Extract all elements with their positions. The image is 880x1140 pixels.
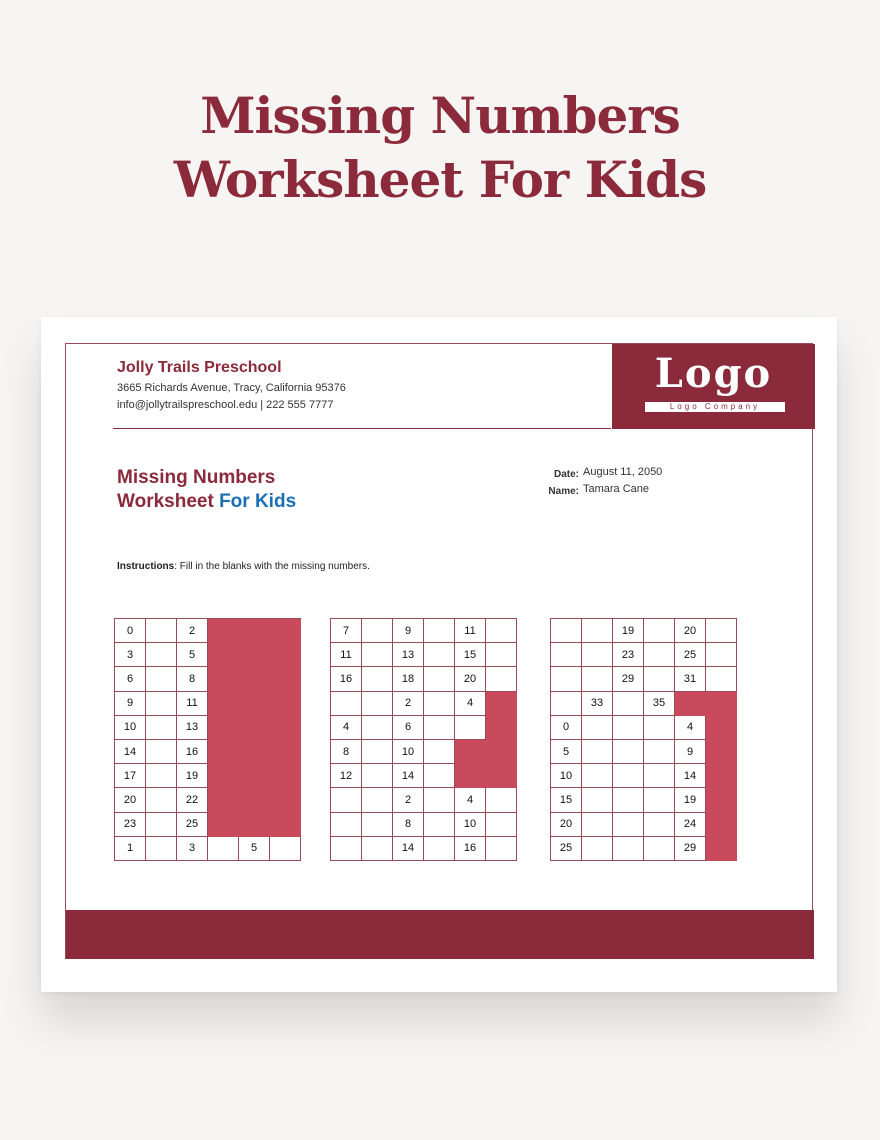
blank-cell[interactable]: [362, 740, 393, 764]
shaded-cell: [208, 788, 239, 812]
blank-cell[interactable]: [551, 667, 582, 691]
blank-cell[interactable]: [551, 643, 582, 667]
number-cell: 20: [455, 667, 486, 691]
number-cell: 7: [331, 619, 362, 643]
instructions-label: Instructions: [117, 561, 175, 572]
number-cell: 5: [551, 740, 582, 764]
date-value: August 11, 2050: [583, 466, 663, 478]
date-label: Date:: [553, 469, 579, 480]
number-cell: 23: [613, 643, 644, 667]
shaded-cell: [239, 692, 270, 716]
logo-text: Logo: [654, 350, 773, 397]
shaded-cell: [239, 788, 270, 812]
number-cell: 20: [115, 788, 146, 812]
shaded-cell: [239, 764, 270, 788]
number-cell: 10: [393, 740, 424, 764]
number-cell: 0: [551, 716, 582, 740]
page-heading: [0, 84, 880, 212]
number-cell: 24: [675, 813, 706, 837]
shaded-cell: [675, 692, 706, 716]
blank-cell[interactable]: [551, 619, 582, 643]
number-cell: 4: [455, 788, 486, 812]
number-grid-2: [330, 618, 517, 861]
blank-cell[interactable]: [582, 619, 613, 643]
shaded-cell: [239, 813, 270, 837]
number-cell: 16: [331, 667, 362, 691]
blank-cell[interactable]: [644, 667, 675, 691]
number-cell: 25: [675, 643, 706, 667]
worksheet-title-highlight: For Kids: [219, 491, 297, 512]
shaded-cell: [270, 813, 301, 837]
number-cell: 9: [393, 619, 424, 643]
number-cell: 1: [115, 837, 146, 861]
number-cell: 29: [613, 667, 644, 691]
number-grid-1: [114, 618, 301, 861]
page-heading-line1: Missing Numbers: [200, 86, 680, 145]
blank-cell[interactable]: [486, 837, 517, 861]
shaded-cell: [270, 764, 301, 788]
blank-cell[interactable]: [582, 667, 613, 691]
number-cell: 11: [331, 643, 362, 667]
school-name: Jolly Trails Preschool: [117, 359, 282, 376]
worksheet-title-line2: [117, 490, 296, 514]
shaded-cell: [270, 667, 301, 691]
number-cell: 10: [551, 764, 582, 788]
blank-cell[interactable]: [582, 837, 613, 861]
blank-cell[interactable]: [582, 764, 613, 788]
shaded-cell: [270, 740, 301, 764]
blank-cell[interactable]: [146, 643, 177, 667]
instructions-text: : Fill in the blanks with the missing numbers.: [174, 561, 370, 572]
number-cell: 5: [177, 643, 208, 667]
number-cell: 19: [613, 619, 644, 643]
number-cell: 35: [644, 692, 675, 716]
blank-cell[interactable]: [551, 692, 582, 716]
blank-cell[interactable]: [644, 837, 675, 861]
worksheet-title-word: Worksheet: [117, 491, 214, 512]
blank-cell[interactable]: [362, 837, 393, 861]
shaded-cell: [239, 740, 270, 764]
shaded-cell: [270, 643, 301, 667]
number-cell: 16: [455, 837, 486, 861]
number-cell: 25: [551, 837, 582, 861]
blank-cell[interactable]: [644, 619, 675, 643]
blank-cell[interactable]: [582, 716, 613, 740]
number-cell: 20: [675, 619, 706, 643]
blank-cell[interactable]: [486, 619, 517, 643]
number-cell: 9: [115, 692, 146, 716]
footer-band: [66, 910, 814, 959]
shaded-cell: [208, 740, 239, 764]
blank-cell[interactable]: [424, 813, 455, 837]
blank-cell[interactable]: [582, 813, 613, 837]
blank-cell[interactable]: [146, 837, 177, 861]
number-cell: 19: [675, 788, 706, 812]
shaded-cell: [706, 788, 737, 812]
number-cell: 8: [177, 667, 208, 691]
shaded-cell: [208, 643, 239, 667]
number-cell: 4: [455, 692, 486, 716]
number-cell: 33: [582, 692, 613, 716]
shaded-cell: [208, 813, 239, 837]
blank-cell[interactable]: [146, 692, 177, 716]
blank-cell[interactable]: [362, 619, 393, 643]
blank-cell[interactable]: [424, 667, 455, 691]
number-cell: 8: [393, 813, 424, 837]
shaded-cell: [208, 764, 239, 788]
name-value: Tamara Cane: [583, 483, 650, 495]
blank-cell[interactable]: [613, 692, 644, 716]
blank-cell[interactable]: [582, 788, 613, 812]
shaded-cell: [208, 619, 239, 643]
header-divider: [113, 428, 611, 429]
blank-cell[interactable]: [331, 788, 362, 812]
shaded-cell: [706, 692, 737, 716]
number-cell: 23: [115, 813, 146, 837]
number-cell: 2: [393, 788, 424, 812]
shaded-cell: [706, 716, 737, 740]
number-cell: 11: [177, 692, 208, 716]
blank-cell[interactable]: [613, 788, 644, 812]
shaded-cell: [270, 692, 301, 716]
shaded-cell: [239, 643, 270, 667]
blank-cell[interactable]: [362, 643, 393, 667]
blank-cell[interactable]: [270, 837, 301, 861]
blank-cell[interactable]: [424, 740, 455, 764]
number-cell: 17: [115, 764, 146, 788]
shaded-cell: [239, 619, 270, 643]
shaded-cell: [455, 764, 486, 788]
blank-cell[interactable]: [362, 764, 393, 788]
number-cell: 0: [115, 619, 146, 643]
number-cell: 19: [177, 764, 208, 788]
name-label: Name:: [548, 486, 579, 497]
shaded-cell: [706, 813, 737, 837]
blank-cell[interactable]: [362, 692, 393, 716]
number-cell: 4: [331, 716, 362, 740]
number-cell: 31: [675, 667, 706, 691]
blank-cell[interactable]: [424, 643, 455, 667]
blank-cell[interactable]: [613, 813, 644, 837]
shaded-cell: [486, 692, 517, 716]
worksheet-frame: [65, 343, 813, 959]
number-grid-3: [550, 618, 737, 861]
shaded-cell: [706, 740, 737, 764]
shaded-cell: [208, 716, 239, 740]
blank-cell[interactable]: [486, 813, 517, 837]
number-cell: 18: [393, 667, 424, 691]
blank-cell[interactable]: [644, 643, 675, 667]
shaded-cell: [270, 716, 301, 740]
logo: [612, 344, 815, 429]
blank-cell[interactable]: [613, 764, 644, 788]
worksheet-title-line1: Missing Numbers: [117, 467, 276, 488]
shaded-cell: [270, 788, 301, 812]
blank-cell[interactable]: [146, 813, 177, 837]
worksheet-title: [117, 466, 296, 514]
blank-cell[interactable]: [331, 692, 362, 716]
number-cell: 14: [393, 837, 424, 861]
shaded-cell: [239, 667, 270, 691]
number-cell: 25: [177, 813, 208, 837]
number-cell: 14: [675, 764, 706, 788]
shaded-cell: [208, 692, 239, 716]
blank-cell[interactable]: [644, 716, 675, 740]
number-cell: 29: [675, 837, 706, 861]
blank-cell[interactable]: [424, 716, 455, 740]
number-cell: 20: [551, 813, 582, 837]
blank-cell[interactable]: [424, 692, 455, 716]
blank-cell[interactable]: [146, 788, 177, 812]
shaded-cell: [239, 716, 270, 740]
blank-cell[interactable]: [362, 667, 393, 691]
blank-cell[interactable]: [146, 619, 177, 643]
blank-cell[interactable]: [644, 740, 675, 764]
number-cell: 15: [551, 788, 582, 812]
number-cell: 10: [455, 813, 486, 837]
blank-cell[interactable]: [644, 813, 675, 837]
blank-cell[interactable]: [331, 837, 362, 861]
blank-cell[interactable]: [424, 788, 455, 812]
blank-cell[interactable]: [362, 813, 393, 837]
blank-cell[interactable]: [146, 667, 177, 691]
blank-cell[interactable]: [362, 788, 393, 812]
blank-cell[interactable]: [706, 643, 737, 667]
blank-cell[interactable]: [486, 667, 517, 691]
number-cell: 11: [455, 619, 486, 643]
shaded-cell: [208, 667, 239, 691]
page-heading-line2: Worksheet For Kids: [173, 150, 707, 209]
number-cell: 12: [331, 764, 362, 788]
blank-cell[interactable]: [613, 837, 644, 861]
blank-cell[interactable]: [582, 643, 613, 667]
blank-cell[interactable]: [613, 740, 644, 764]
blank-cell[interactable]: [486, 643, 517, 667]
blank-cell[interactable]: [706, 619, 737, 643]
number-cell: 13: [393, 643, 424, 667]
shaded-cell: [706, 764, 737, 788]
blank-cell[interactable]: [362, 716, 393, 740]
shaded-cell: [455, 740, 486, 764]
number-cell: 6: [393, 716, 424, 740]
number-cell: 2: [393, 692, 424, 716]
school-contact: info@jollytrailspreschool.edu | 222 555 7777: [117, 399, 334, 411]
blank-cell[interactable]: [706, 667, 737, 691]
worksheet-sheet: [41, 317, 837, 992]
blank-cell[interactable]: [644, 764, 675, 788]
number-cell: 13: [177, 716, 208, 740]
shaded-cell: [486, 740, 517, 764]
blank-cell[interactable]: [455, 716, 486, 740]
shaded-cell: [486, 764, 517, 788]
number-cell: 8: [331, 740, 362, 764]
number-cell: 14: [115, 740, 146, 764]
number-cell: 6: [115, 667, 146, 691]
logo-subtext: Logo Company: [645, 402, 785, 412]
blank-cell[interactable]: [146, 740, 177, 764]
school-address: 3665 Richards Avenue, Tracy, California 95376: [117, 382, 346, 394]
number-cell: 3: [115, 643, 146, 667]
blank-cell[interactable]: [146, 716, 177, 740]
blank-cell[interactable]: [146, 764, 177, 788]
number-cell: 3: [177, 837, 208, 861]
blank-cell[interactable]: [582, 740, 613, 764]
number-cell: 14: [393, 764, 424, 788]
number-cell: 10: [115, 716, 146, 740]
blank-cell[interactable]: [613, 716, 644, 740]
blank-cell[interactable]: [424, 619, 455, 643]
blank-cell[interactable]: [644, 788, 675, 812]
number-cell: 16: [177, 740, 208, 764]
number-cell: 2: [177, 619, 208, 643]
shaded-cell: [486, 716, 517, 740]
number-cell: 5: [239, 837, 270, 861]
number-cell: 22: [177, 788, 208, 812]
number-cell: 15: [455, 643, 486, 667]
blank-cell[interactable]: [208, 837, 239, 861]
shaded-cell: [270, 619, 301, 643]
blank-cell[interactable]: [424, 837, 455, 861]
shaded-cell: [706, 837, 737, 861]
instructions: [117, 561, 370, 572]
blank-cell[interactable]: [331, 813, 362, 837]
blank-cell[interactable]: [486, 788, 517, 812]
number-cell: 4: [675, 716, 706, 740]
number-cell: 9: [675, 740, 706, 764]
blank-cell[interactable]: [424, 764, 455, 788]
